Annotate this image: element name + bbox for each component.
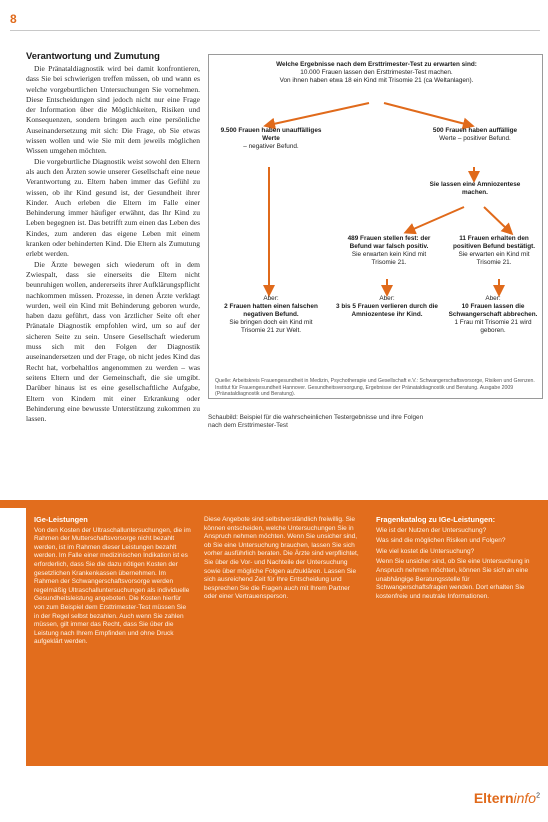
result-1-title: 2 Frauen hatten einen falschen negativen Befund. [224, 303, 318, 318]
diagram-caption: Schaubild: Beispiel für die wahrscheinlichen Testergebnisse und ihre Folgen nach dem Ersttrimester-Test [208, 414, 424, 429]
diagram-source: Quelle: Arbeitskreis Frauengesundheit in Medizin, Psychotherapie und Gesellschaft e.V.: Schwangerschaftsvorsorge, Risiken und Grenzen. Institut für Frauengesundheit Hannover. Gesundheitsversorgung, Ergebnisse der Pränataldiagnostik und Beratung. Ausgabe 2009 (Pränataldiagnostik und Beratung). [215, 378, 535, 398]
result-1-text: Sie bringen doch ein Kind mit Trisomie 21 zur Welt. [229, 319, 313, 334]
info-text-2: Diese Angebote sind selbstverständlich freiwillig. Sie können entscheiden, welche Untersuchungen Sie in Anspruch nehmen möchten. Wenn Sie unsicher sind, ob Sie eine Untersuchung brauchen, lassen Sie sich vorher ausführlich beraten. Die Ärzte sind verpflichtet, Sie über die Vor- und Nachteile der Untersuchung sowie über mögliche Folgen aufzuklären. Lassen Sie sich ausreichend Zeit für Ihre Entscheidung und besprechen Sie die Fragen auch mit Ihrem Partner oder einer Vertrauensperson. [204, 516, 359, 601]
question-item: Wie viel kostet die Untersuchung? [376, 547, 475, 555]
arrow-to-negative [269, 103, 369, 125]
diagram-intro-line-1: 10.000 Frauen lassen den Ersttrimester-Test machen. [300, 69, 453, 76]
result-termination [447, 295, 539, 335]
info-heading-ige: IGe-Leistungen [34, 515, 88, 524]
article-paragraph: Die vorgeburtliche Diagnostik weist sowohl den Eltern als auch den Ärzten sowie unserer Gesellschaft eine neue Verantwortung zu. Eltern haben immer das Gefühl zu wissen, ob ihr Kind gesund ist, der Gesundheit ihrer Kinder. Auch erleben die Eltern im Falle einer Behinderung immer häufiger erwähnt, das Ihr Kind zu Leben begegnen ist. Das betrifft zum einen das Leben des Kindes, zum anderen das eigene Leben mit einem kranken oder behinderten Kind. Die Eltern als Zumutung erlebt werden. [26, 156, 200, 259]
flow-diagram [208, 54, 543, 399]
brand-name-bold: Eltern [473, 790, 514, 806]
node-amnio-title: Sie lassen eine Amniozentese machen. [429, 181, 521, 196]
brand-name-italic: info [513, 790, 537, 806]
brand-logo [474, 790, 540, 806]
node-positive [415, 127, 535, 143]
node-false-positive [339, 235, 439, 267]
article-column [26, 50, 200, 424]
article-heading: Verantwortung und Zumutung [26, 50, 160, 61]
result-miscarriage [331, 295, 443, 319]
node-confirmed [449, 235, 539, 267]
arrow-to-positive [384, 103, 469, 125]
article-paragraph: Die Ärzte bewegen sich wiederum oft in dem Zwiespalt, dass sie einerseits die Eltern nicht beunruhigen wollen, andererseits ihrer Aufklärungspflicht nachkommen müssen. Prozesse, in denen Ärzte verklagt wurden, weil ein Kind mit Behinderung geboren wurde, haben dazu geführt, dass von ärztlicher Seite oft eher Pränatale Diagnostik empfohlen wird, um so auf der sicheren Seite zu sein. Unsere Gesellschaft wiederum muss sich mit den Folgen der Diagnostik auseinandersetzen und der Frage, ob nicht jedes Kind das Recht hat, vorbehaltlos angenommen zu werden – was seitens Eltern und der Gemeinschaft, die sie umgibt. Darüber hinaus ist es eine gesellschaftliche Aufgabe, Eltern von Kindern mit einer Erkrankung oder Behinderung eine bewusste Unterstützung zukommen zu lassen. [26, 259, 200, 424]
question-item: Wie ist der Nutzen der Untersuchung? [376, 526, 487, 534]
node-negative-text: – negativer Befund. [243, 143, 299, 150]
diagram-header [219, 61, 534, 85]
top-divider [10, 30, 540, 31]
node-489-title: 489 Frauen stellen fest: der Befund war falsch positiv. [347, 235, 431, 250]
node-amniocentesis [425, 181, 525, 197]
node-11-text: Sie erwarten ein Kind mit Trisomie 21. [458, 251, 530, 266]
info-text-3: Wenn Sie unsicher sind, ob Sie eine Untersuchung in Anspruch nehmen möchten, können Sie sich an eine unabhängige Beratungsstelle für Schwangerschaftsfragen wenden. Dort erhalten Sie kostenfreie und neutrale Informationen. [376, 558, 530, 600]
orange-band [0, 500, 548, 508]
node-11-title: 11 Frauen erhalten den positiven Befund bestätigt. [452, 235, 536, 250]
node-positive-text: Werte – positiver Befund. [439, 135, 511, 142]
result-1-aber: Aber: [263, 295, 279, 302]
node-positive-title: 500 Frauen haben auffällige [432, 127, 518, 134]
node-negative [217, 127, 325, 151]
flow-arrows [209, 55, 544, 400]
result-3-aber: Aber: [485, 295, 501, 302]
info-column-3 [376, 516, 538, 603]
result-false-negative [217, 295, 325, 335]
info-heading-questions: Fragenkatalog zu IGe-Leistungen: [376, 515, 496, 524]
info-column-1 [34, 516, 192, 649]
arrow-to-489 [409, 207, 464, 231]
page-number: 8 [10, 12, 17, 26]
info-box [26, 508, 548, 766]
arrow-to-11 [484, 207, 509, 231]
result-3-text: 1 Frau mit Trisomie 21 wird geboren. [454, 319, 532, 334]
info-column-2 [204, 516, 364, 604]
diagram-intro-line-2: Von ihnen haben etwa 18 ein Kind mit Trisomie 21 (ca Weltanlagen). [279, 77, 474, 84]
node-489-text: Sie erwarten kein Kind mit Trisomie 21. [351, 251, 427, 266]
result-2-title: 3 bis 5 Frauen verlieren durch die Amniozentese ihr Kind. [336, 303, 438, 318]
node-negative-title: 9.500 Frauen haben unauffälliges Werte [220, 127, 322, 142]
result-3-title: 10 Frauen lassen die Schwangerschaft abbrechen. [448, 303, 538, 318]
result-2-aber: Aber: [379, 295, 395, 302]
brand-superscript: 2 [536, 792, 540, 800]
diagram-title: Welche Ergebnisse nach dem Ersttrimester-Test zu erwarten sind: [276, 61, 477, 68]
info-text-1: Von den Kosten der Ultraschalluntersuchungen, die im Rahmen der Mutterschaftsvorsorge nicht bezahlt werden, ist im Rahmen dieser Leistungen bezahlt werden. Im Falle einer medizinischen Indikation ist es erforderlich, dass Sie die dazu nötigen Kosten der gesetzlichen Krankenkassen übernehmen. Im Rahmen der Schwangerschaftsvorsorge werden regelmäßig Ultraschalluntersuchungen als individuelle Gesundheitsleistung angeboten. Die Kosten hierfür von zum Beispiel dem Ersttrimester-Test müssen Sie in der Regel selbst bezahlen. Auch wenn Sie zahlen müssen, gilt immer das Recht, dass Sie über die Leistung nach Ihrem Empfinden und ohne Druck aufgeklärt werden. [34, 526, 191, 646]
question-item: Was sind die möglichen Risiken und Folgen? [376, 537, 506, 545]
article-paragraph: Die Pränataldiagnostik wird bei damit konfrontieren, dass Sie bei schwierigen treffen müssen, ob und wann es welche vorgeburtlichen Untersuchungen Sie vornehmen. Diese Entscheidungen sind jedoch nicht nur eine Frage der Information über die Möglichkeiten, Risiken und Konsequenzen, sondern bringen auch eine persönliche Auseinandersetzung mit sich: Die Frage, ob Sie etwas wissen wollen und wie Sie mit dem jeweils möglichen Wissen umgehen möchten. [26, 64, 200, 156]
